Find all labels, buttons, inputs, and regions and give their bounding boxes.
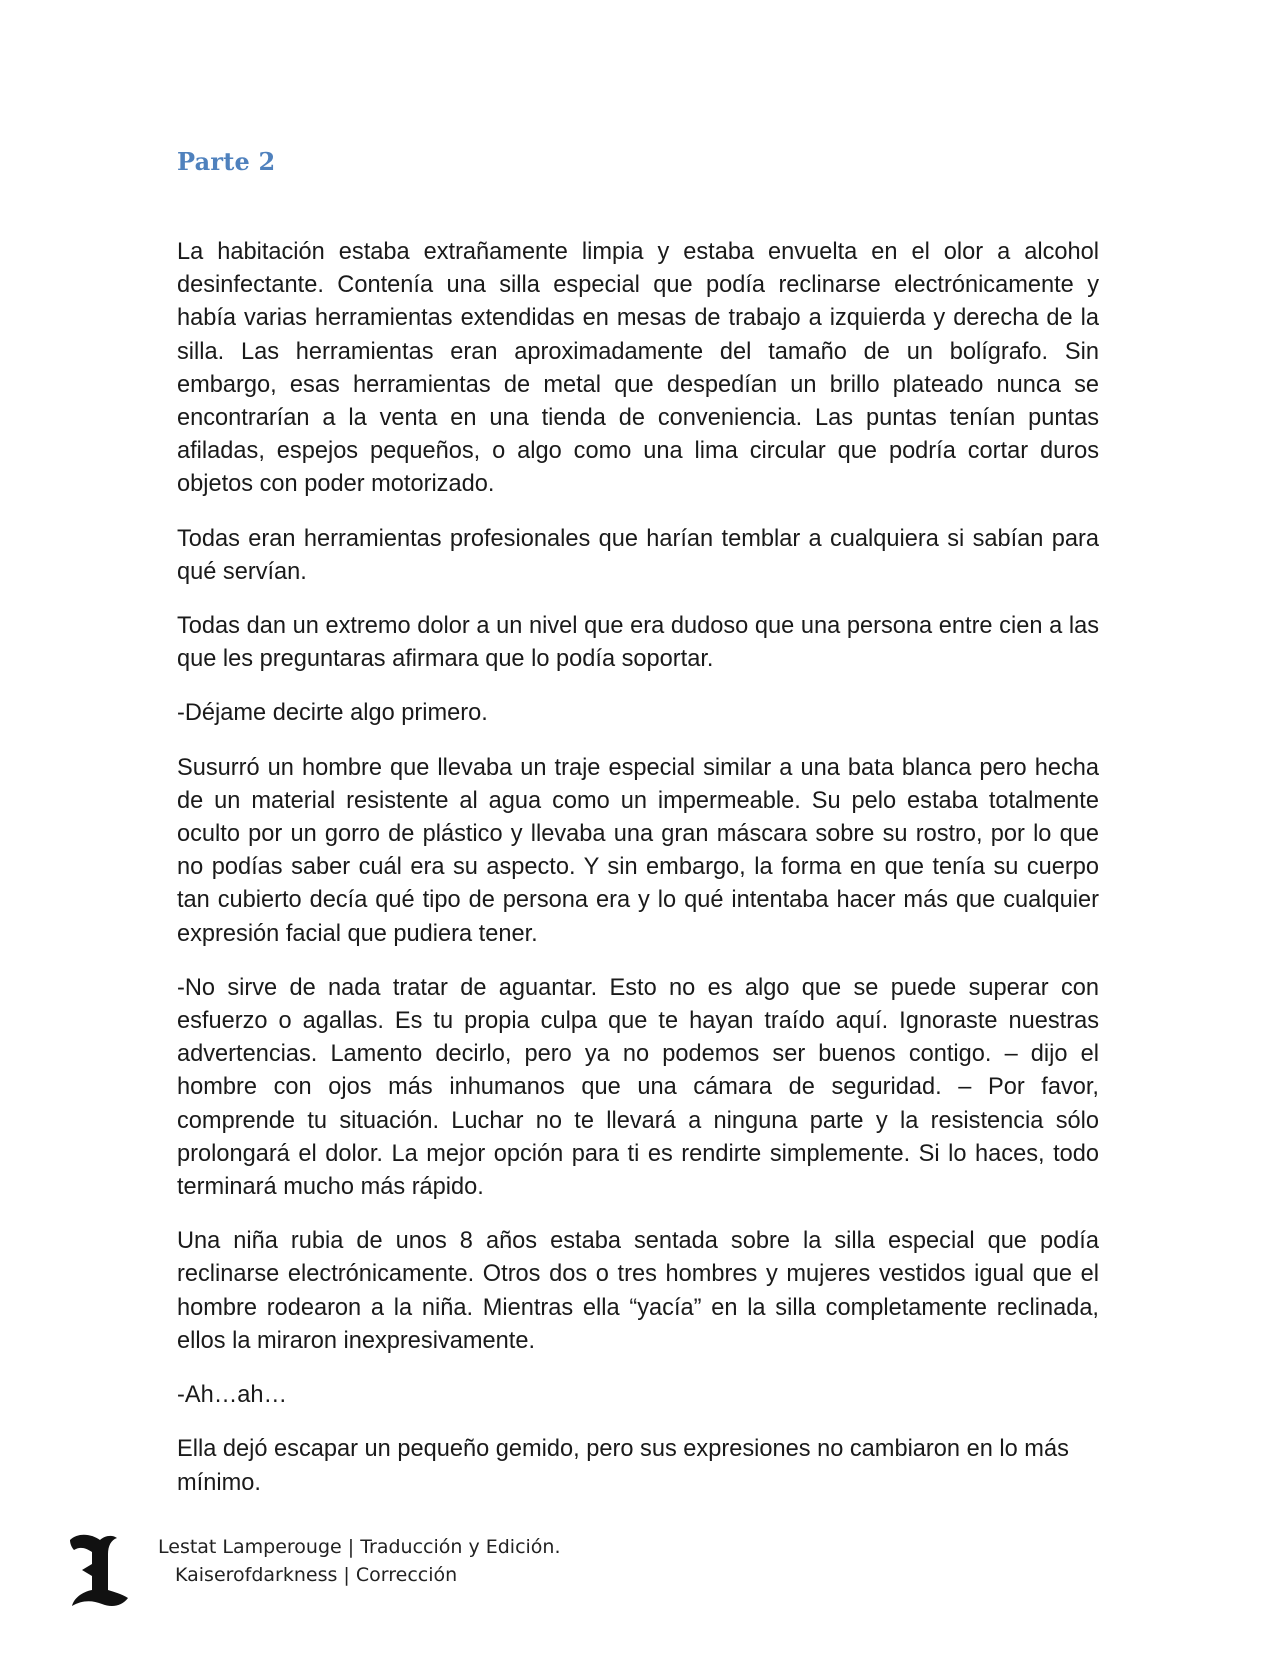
footer-line-correction: Kaiserofdarkness | Corrección bbox=[175, 1564, 458, 1586]
footer-line-translation: Lestat Lamperouge | Traducción y Edición. bbox=[158, 1536, 561, 1558]
paragraph: Todas dan un extremo dolor a un nivel que era dudoso que una persona entre cien a las que les preguntaras afirmara que lo podía soportar. bbox=[177, 613, 1099, 673]
paragraph: -Déjame decirte algo primero. bbox=[177, 700, 488, 727]
gothic-l-logo-icon bbox=[62, 1530, 132, 1610]
section-heading: Parte 2 bbox=[177, 147, 276, 176]
paragraph: La habitación estaba extrañamente limpia y estaba envuelta en el olor a alcohol desinfectante. Contenía una silla especial que podía reclinarse electrónicamente y había varias herramientas extendidas en mesas de trabajo a izquierda y derecha de la silla. Las herramientas eran aproximadamente del tamaño de un bolígrafo. Sin embargo, esas herramientas de metal que despedían un brillo plateado nunca se encontrarían a la venta en una tienda de conveniencia. Las puntas tenían puntas afiladas, espejos pequeños, o algo como una lima circular que podría cortar duros objetos con poder motorizado. bbox=[177, 239, 1099, 498]
paragraph: -Ah…ah… bbox=[177, 1382, 288, 1409]
body-text bbox=[177, 236, 1099, 1521]
paragraph: Ella dejó escapar un pequeño gemido, pero sus expresiones no cambiaron en lo más mínimo. bbox=[177, 1436, 1069, 1496]
paragraph: Todas eran herramientas profesionales que harían temblar a cualquiera si sabían para qué servían. bbox=[177, 525, 1099, 585]
paragraph: Susurró un hombre que llevaba un traje especial similar a una bata blanca pero hecha de un material resistente al agua como un impermeable. Su pelo estaba totalmente oculto por un gorro de plástico y llevaba una gran máscara sobre su rostro, por lo que no podías saber cuál era su aspecto. Y sin embargo, la forma en que tenía su cuerpo tan cubierto decía qué tipo de persona era y lo qué intentaba hacer más que cualquier expresión facial que pudiera tener. bbox=[177, 754, 1099, 947]
footer-credits bbox=[158, 1533, 561, 1589]
paragraph: -No sirve de nada tratar de aguantar. Esto no es algo que se puede superar con esfuerzo o agallas. Es tu propia culpa que te hayan traído aquí. Ignoraste nuestras advertencias. Lamento decirlo, pero ya no podemos ser buenos contigo. – dijo el hombre con ojos más inhumanos que una cámara de seguridad. – Por favor, comprende tu situación. Luchar no te llevará a ninguna parte y la resistencia sólo prolongará el dolor. La mejor opción para ti es rendirte simplemente. Si lo haces, todo terminará mucho más rápido. bbox=[177, 974, 1099, 1201]
paragraph: Una niña rubia de unos 8 años estaba sentada sobre la silla especial que podía reclinarse electrónicamente. Otros dos o tres hombres y mujeres vestidos igual que el hombre rodearon a la niña. Mientras ella “yacía” en la silla completamente reclinada, ellos la miraron inexpresivamente. bbox=[177, 1228, 1099, 1354]
